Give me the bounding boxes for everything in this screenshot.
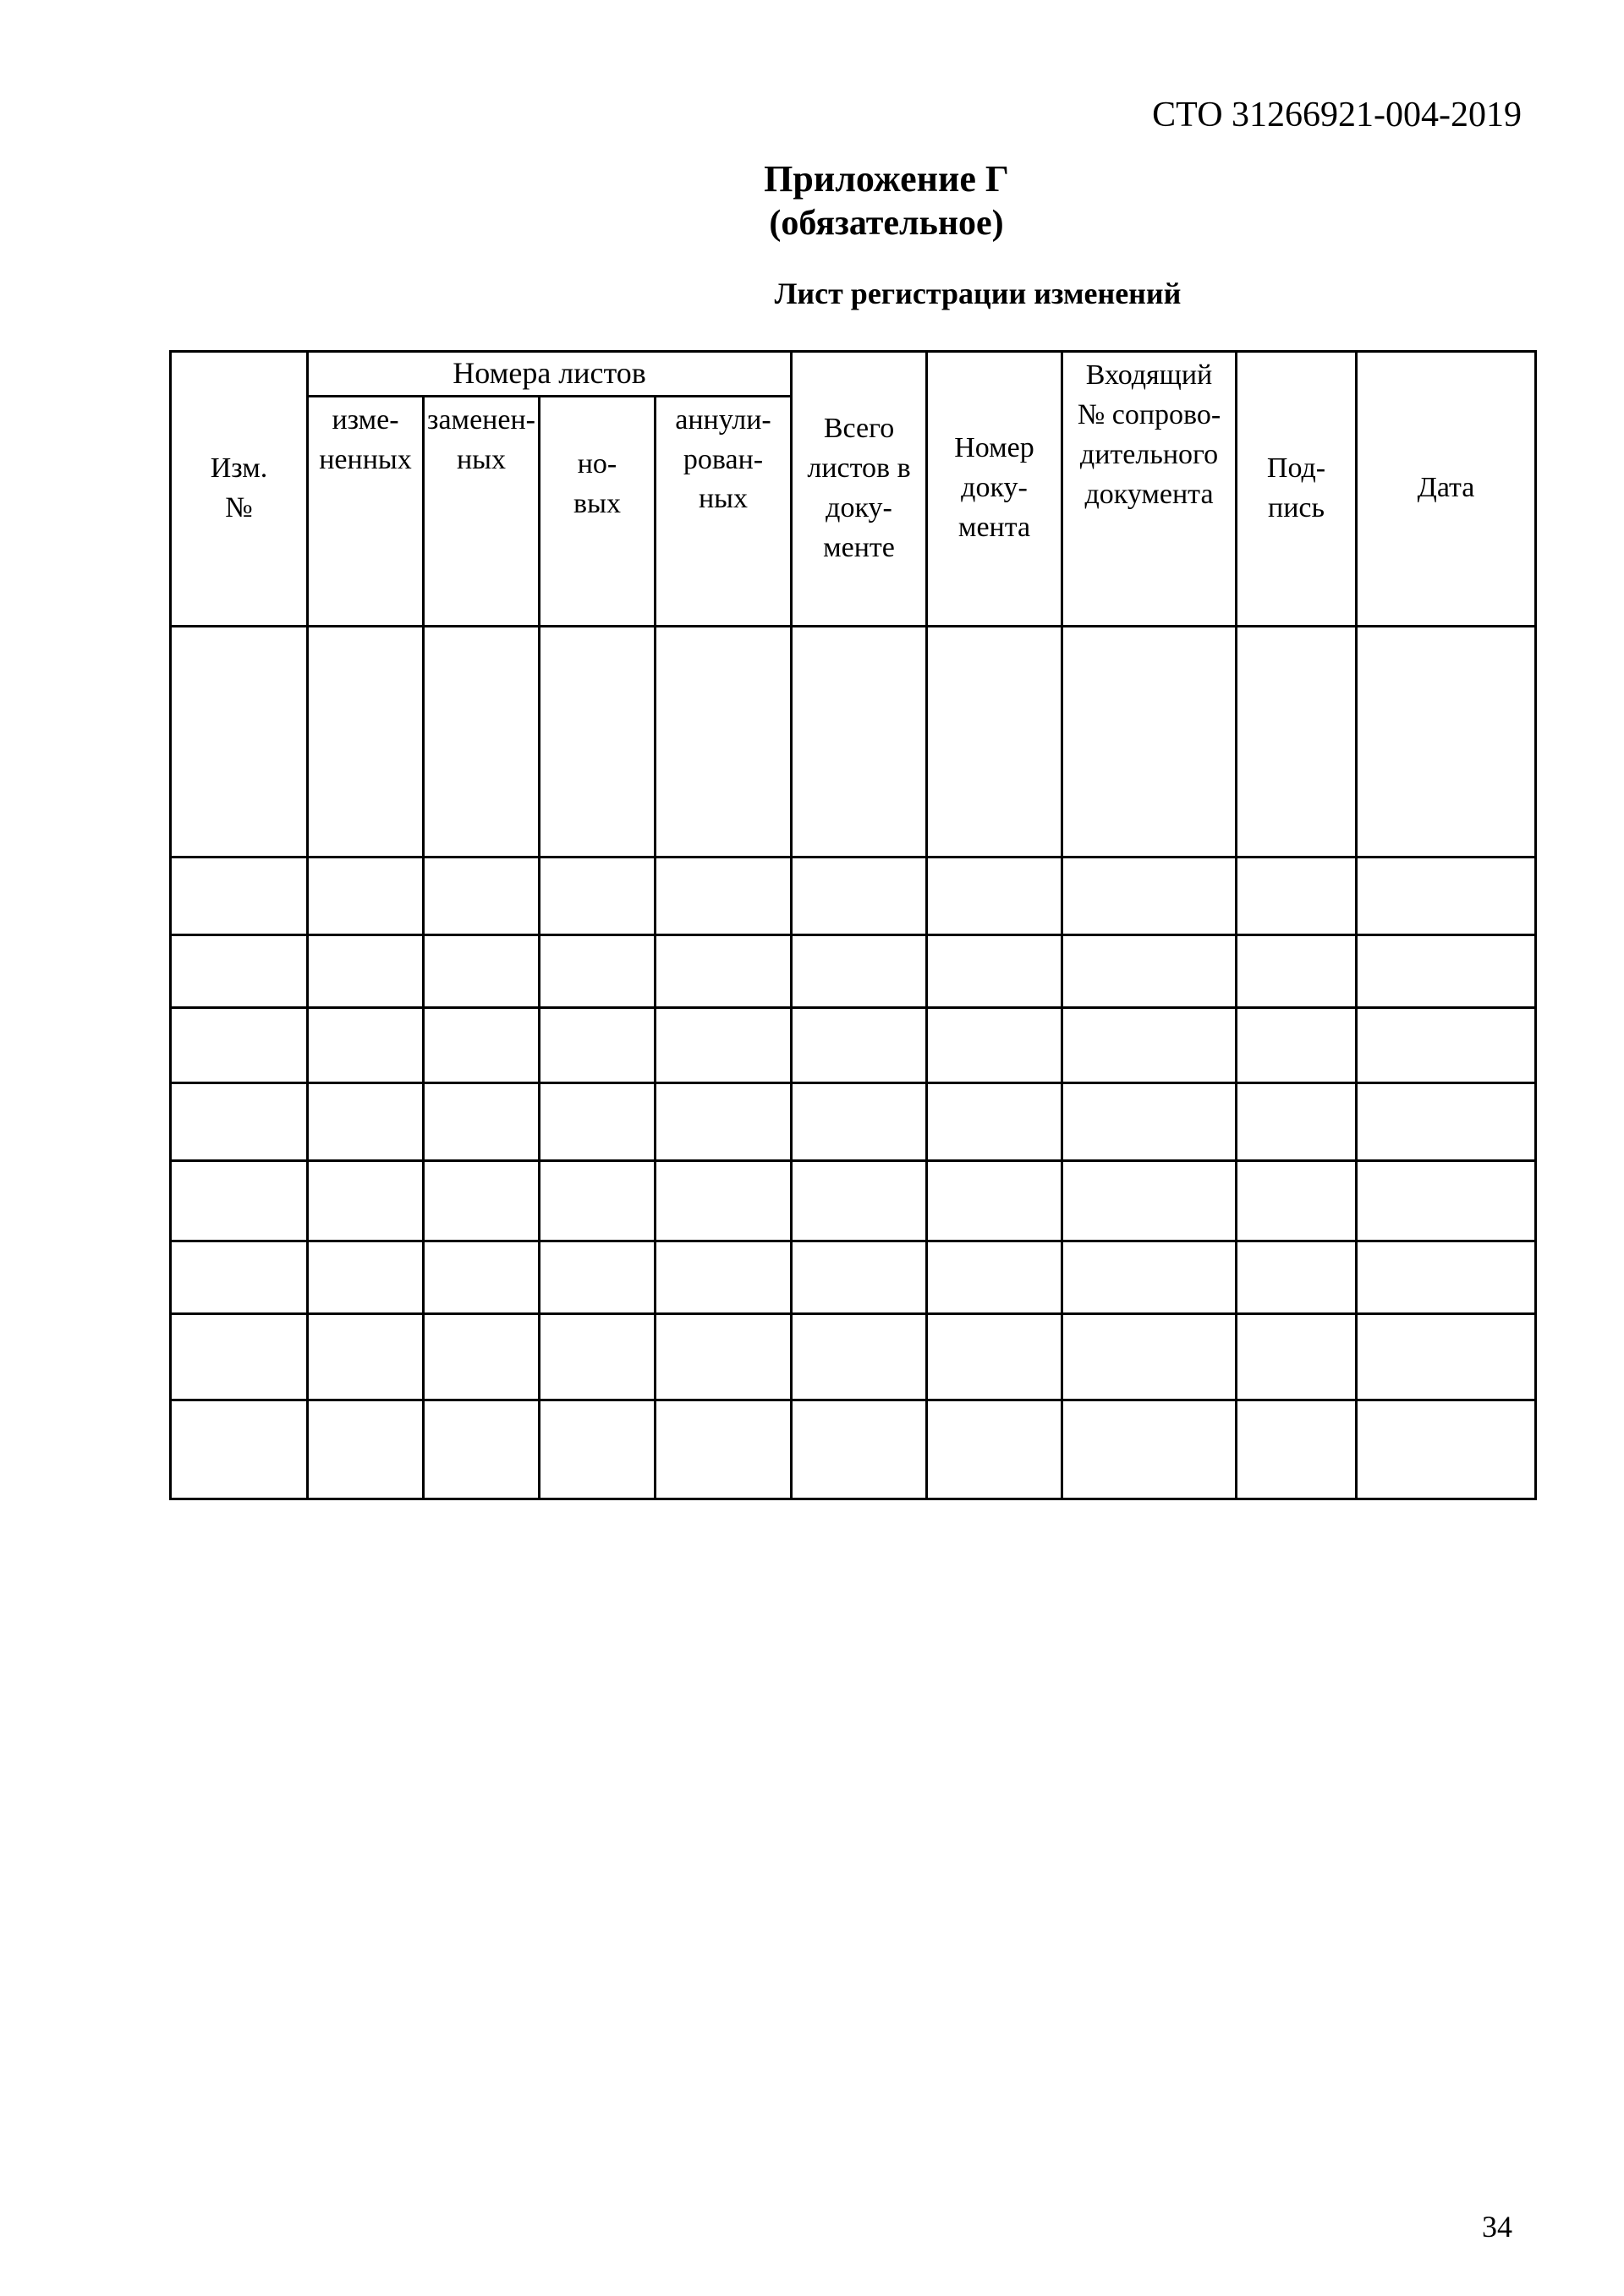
header-text: доку-	[826, 491, 892, 523]
header-text: изме-	[332, 403, 399, 436]
header-text: вых	[573, 487, 621, 519]
header-izm-no	[171, 352, 308, 627]
table-row	[171, 857, 1536, 934]
header-text: Под-	[1266, 452, 1326, 484]
header-incoming-doc	[1062, 352, 1237, 627]
header-date: Дата	[1357, 352, 1536, 627]
header-replaced	[424, 396, 540, 626]
header-sheet-numbers: Номера листов	[308, 352, 792, 397]
document-code: СТО 31266921-004-2019	[1152, 96, 1522, 134]
header-text: менте	[823, 531, 895, 563]
table-row	[171, 1241, 1536, 1313]
header-total-sheets	[792, 352, 927, 627]
sheet-title: Лист регистрации изменений	[774, 277, 1182, 310]
appendix-title: Приложение Г	[764, 158, 1009, 200]
header-text: ных	[698, 483, 749, 515]
header-text: доку-	[961, 472, 1028, 504]
table-row	[171, 1007, 1536, 1082]
appendix-status: (обязательное)	[769, 204, 1004, 243]
header-text: пись	[1268, 491, 1325, 523]
table-row	[171, 1160, 1536, 1241]
header-text: мента	[957, 512, 1031, 544]
header-no-line: №	[225, 491, 253, 523]
header-text: № сопрово-	[1077, 398, 1221, 430]
header-text: ненных	[319, 443, 412, 475]
header-new	[540, 396, 656, 626]
header-text: Всего	[823, 413, 895, 445]
table-row	[171, 1082, 1536, 1160]
table-row	[171, 934, 1536, 1007]
header-text: заменен-	[427, 403, 535, 436]
header-text: Номер	[954, 432, 1034, 464]
change-registration-table	[169, 350, 1537, 1500]
header-text: рован-	[683, 443, 764, 475]
header-changed	[308, 396, 424, 626]
page-number: 34	[1482, 2210, 1512, 2244]
table-row	[171, 1313, 1536, 1400]
header-document-number	[927, 352, 1062, 627]
table-row	[171, 626, 1536, 857]
header-text: листов в	[807, 452, 911, 484]
header-annulled	[656, 396, 792, 626]
header-text: ных	[456, 443, 507, 475]
header-izm-line: Изм.	[210, 452, 268, 484]
header-text: документа	[1084, 478, 1214, 510]
header-text: дительного	[1079, 438, 1219, 470]
header-text: аннули-	[675, 403, 771, 436]
table-row	[171, 1400, 1536, 1499]
header-signature	[1237, 352, 1357, 627]
header-text: Входящий	[1085, 359, 1213, 391]
header-text: но-	[577, 447, 617, 479]
